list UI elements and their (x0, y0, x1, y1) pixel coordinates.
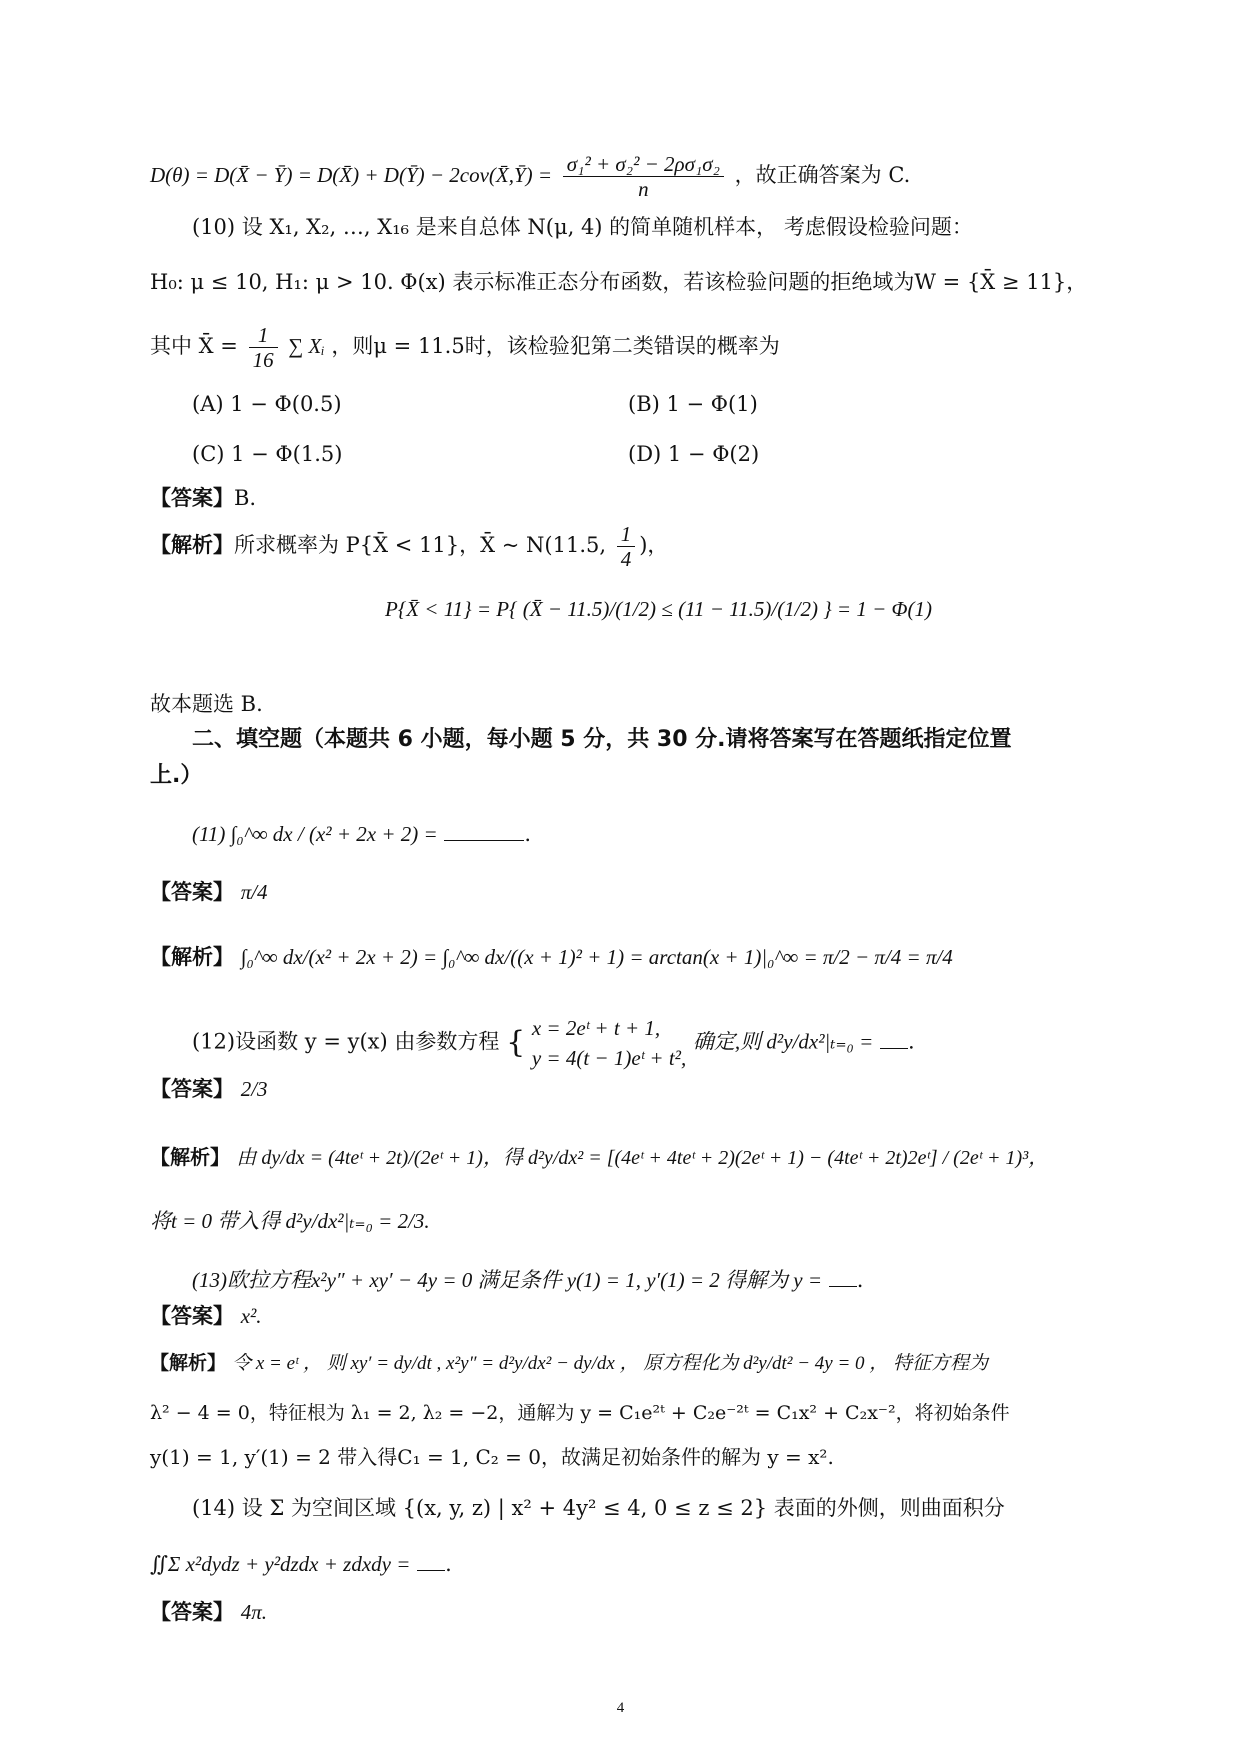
q10-analysis-frac-den: 4 (620, 547, 632, 571)
q10-analysis-pre: 所求概率为 P{X̄ < 11}，X̄ ~ N(11.5, (234, 533, 607, 557)
q9-tail-line (150, 152, 910, 201)
q9-conclusion: ，故正确答案为 C. (734, 163, 911, 187)
q11-analysis-line (150, 943, 953, 971)
q10-answer-label: 【答案】 (150, 486, 234, 510)
q14-stem-2: ∬Σ x²dydz + y²dzdx + zdxdy = (150, 1552, 411, 1576)
q13-answer-line (150, 1302, 262, 1330)
q10-analysis-fraction (617, 522, 636, 571)
q11-analysis-label: 【解析】 (150, 945, 234, 969)
q13-blank (829, 1286, 857, 1287)
q14-stem-line1: (14) 设 Σ 为空间区域 {(x, y, z) | x² + 4y² ≤ 4, 0 ≤ z ≤ 2} 表面的外侧，则曲面积分 (192, 1496, 1005, 1520)
q12-system-eq1: x = 2eᵗ + t + 1, (531, 1016, 661, 1040)
q10-line3-pre: 其中 X̄ = (150, 334, 238, 358)
q10-option-d: (D) 1 − Φ(2) (628, 442, 760, 466)
q10-centered-formula: P{X̄ < 11} = P{ (X̄ − 11.5)/(1/2) ≤ (11 − 11.5)/(1/2) } = 1 − Φ(1) (385, 597, 932, 621)
q10-line3-fraction (249, 323, 278, 372)
q11-analysis: ∫₀^∞ dx/(x² + 2x + 2) = ∫₀^∞ dx/((x + 1)² + 1) = arctan(x + 1)|₀^∞ = π/2 − π/4 = π/4 (240, 945, 953, 969)
q12-blank (880, 1048, 908, 1049)
q11-stem: (11) ∫₀^∞ dx / (x² + 2x + 2) = (192, 822, 438, 846)
q10-analysis-label: 【解析】 (150, 533, 234, 557)
q10-conclusion: 故本题选 B. (150, 692, 263, 716)
q11-blank (444, 840, 524, 841)
q12-stem-line: (12)设函数 y = y(x) 由参数方程 { x = 2eᵗ + t + 1, y = 4(t − 1)eᵗ + t², 确定,则 d²y/dx²|ₜ₌₀ = . (192, 1013, 915, 1073)
q9-frac-den: n (638, 177, 649, 201)
q10-answer-line (150, 484, 256, 512)
q13-stem: (13)欧拉方程x²y″ + xy′ − 4y = 0 满足条件 y(1) = 1, y′(1) = 2 得解为 y = (192, 1268, 823, 1292)
q10-option-b: (B) 1 − Φ(1) (628, 392, 758, 416)
q10-option-a: (A) 1 − Φ(0.5) (192, 392, 342, 416)
q14-blank (417, 1570, 445, 1571)
q12-stem-post: 确定,则 d²y/dx²|ₜ₌₀ = (692, 1029, 874, 1054)
q11-stem-line: (11) ∫₀^∞ dx / (x² + 2x + 2) = . (192, 822, 532, 846)
q10-answer: B. (234, 486, 257, 510)
page-number: 4 (616, 1700, 625, 1716)
q11-answer-label: 【答案】 (150, 880, 234, 904)
q10-frac-num: 1 (249, 323, 278, 348)
q10-analysis-frac-num: 1 (617, 522, 636, 547)
q11-answer-line (150, 878, 268, 906)
q10-stem-line2: H₀: μ ≤ 10, H₁: μ > 10. Φ(x) 表示标准正态分布函数，若该检验问题的拒绝域为W = {X̄ ≥ 11}， (150, 270, 1088, 294)
q12-system-eq2: y = 4(t − 1)eᵗ + t², (531, 1046, 687, 1070)
q12-analysis-label: 【解析】 (150, 1145, 230, 1169)
q14-answer-label: 【答案】 (150, 1600, 234, 1624)
q10-analysis-line (150, 522, 668, 571)
q12-brace: { (506, 1025, 526, 1060)
q10-analysis-post: )， (639, 533, 669, 557)
q9-fraction (563, 152, 724, 201)
q12-answer: 2/3 (240, 1077, 268, 1101)
q11-answer: π/4 (240, 880, 268, 904)
q10-option-c: (C) 1 − Φ(1.5) (192, 442, 343, 466)
q10-sum: ∑ Xᵢ (288, 334, 325, 358)
q13-analysis-1: 令 x = eᵗ ， 则 xy′ = dy/dt , x²y″ = d²y/dx² − dy/dx ， 原方程化为 d²y/dt² − 4y = 0 ， 特征方程为 (232, 1353, 989, 1374)
q10-frac-den: 16 (252, 348, 274, 372)
q12-analysis-2: 将t = 0 带入得 d²y/dx²|ₜ₌₀ = 2/3. (150, 1209, 430, 1233)
q13-stem-line: (13)欧拉方程x²y″ + xy′ − 4y = 0 满足条件 y(1) = 1, y′(1) = 2 得解为 y = . (192, 1268, 864, 1292)
q12-analysis-1: 由 dy/dx = (4teᵗ + 2t)/(2eᵗ + 1)，得 d²y/dx² = [(4eᵗ + 4teᵗ + 2)(2eᵗ + 1) − (4teᵗ + 2t)2eᵗ] / (2eᵗ + 1)³， (236, 1147, 1049, 1169)
section2-title-line1: 二、填空题（本题共 6 小题，每小题 5 分，共 30 分.请将答案写在答题纸指定位置 (192, 727, 1012, 752)
q13-analysis-line2: λ² − 4 = 0，特征根为 λ₁ = 2, λ₂ = −2，通解为 y = C₁e²ᵗ + C₂e⁻²ᵗ = C₁x² + C₂x⁻²，将初始条件 (150, 1402, 1010, 1424)
q14-answer: 4π. (240, 1600, 267, 1624)
q12-answer-line (150, 1075, 268, 1103)
q12-stem-pre: (12)设函数 y = y(x) 由参数方程 (192, 1029, 500, 1054)
q14-answer-line (150, 1598, 267, 1626)
q13-analysis-label: 【解析】 (150, 1352, 227, 1374)
q13-analysis-line1 (150, 1349, 988, 1378)
q13-answer: x². (240, 1304, 262, 1328)
q10-line3-post: ，则μ = 11.5时，该检验犯第二类错误的概率为 (331, 334, 780, 358)
q12-answer-label: 【答案】 (150, 1077, 234, 1101)
q10-stem-line1: (10) 设 X₁, X₂, …, X₁₆ 是来自总体 N(μ, 4) 的简单随机样本， 考虑假设检验问题： (192, 215, 973, 239)
q13-answer-label: 【答案】 (150, 1304, 234, 1328)
section2-title-line2: 上.） (150, 763, 203, 788)
q10-stem-line3 (150, 323, 780, 372)
q9-formula: D(θ) = D(X̄ − Ȳ) = D(X̄) + D(Ȳ) − 2cov(X̄,Ȳ) = (150, 163, 553, 187)
q12-analysis-line2 (150, 1207, 430, 1235)
q12-analysis-line1 (150, 1143, 1048, 1172)
q14-stem-line2: ∬Σ x²dydz + y²dzdx + zdxdy = . (150, 1552, 452, 1576)
q9-frac-num: σ₁² + σ₂² − 2ρσ₁σ₂ (563, 152, 724, 177)
q13-analysis-line3: y(1) = 1, y′(1) = 2 带入得C₁ = 1, C₂ = 0，故满足初始条件的解为 y = x². (150, 1445, 834, 1469)
q12-system (532, 1013, 686, 1073)
